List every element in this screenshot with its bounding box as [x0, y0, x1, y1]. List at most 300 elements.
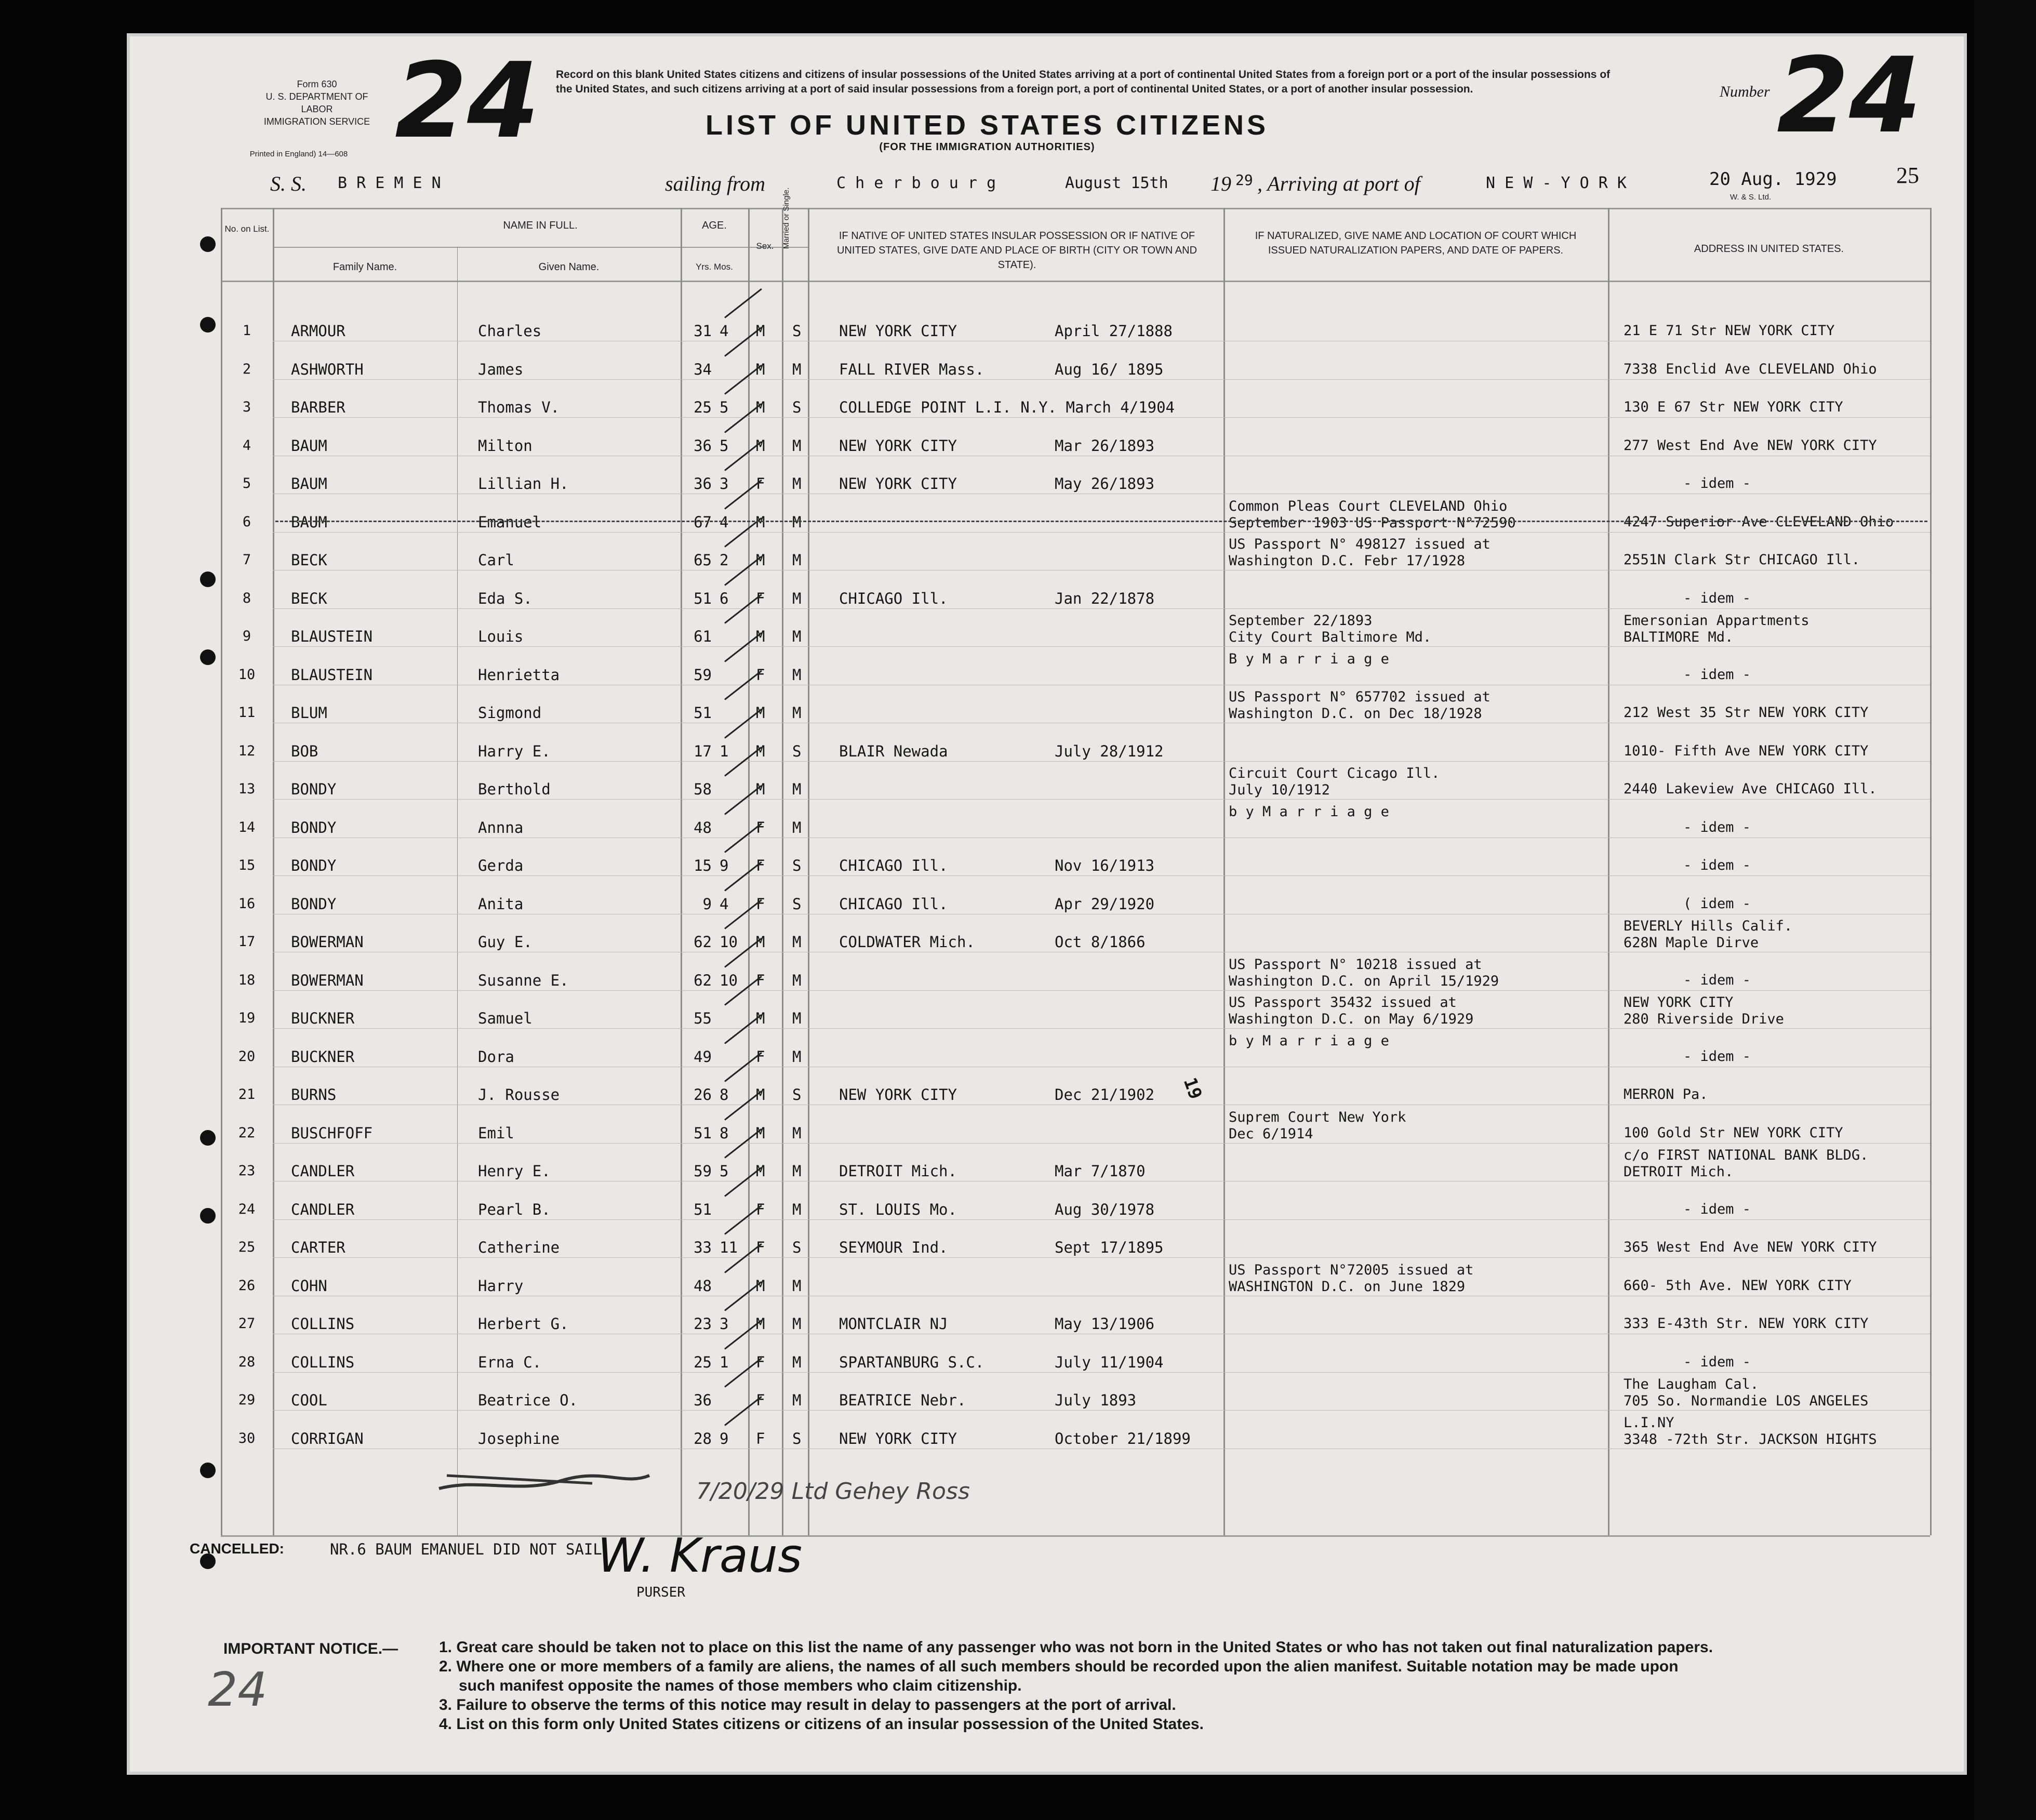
notice-item: 4. List on this form only United States citizens or citizens of an insular possession of the United States.	[439, 1716, 1204, 1733]
address-line: 280 Riverside Drive	[1624, 1011, 1784, 1027]
age-years: 9	[702, 895, 712, 913]
age-months: 5	[720, 398, 729, 416]
ship-name: B R E M E N	[338, 174, 441, 192]
row-number: 27	[238, 1316, 256, 1332]
address-line: The Laugham Cal.	[1624, 1376, 1759, 1392]
row-number: 6	[242, 513, 251, 530]
sex: F	[756, 666, 765, 684]
age-years: 17	[694, 742, 712, 760]
row-number: 25	[238, 1239, 256, 1255]
birth-date: Apr 29/1920	[1055, 895, 1155, 913]
row-number: 3	[242, 399, 251, 415]
marital-status: S	[792, 895, 802, 913]
marital-status: M	[792, 1200, 802, 1218]
row-number: 28	[238, 1353, 256, 1370]
service: IMMIGRATION SERVICE	[263, 116, 370, 127]
sex: M	[756, 322, 765, 340]
address-line: - idem -	[1683, 666, 1751, 683]
birth-place: BLAIR Newada	[839, 742, 948, 760]
birth-date: Dec 21/1902	[1055, 1086, 1155, 1104]
row-rule	[273, 379, 1930, 380]
given-name: Harry	[478, 1277, 524, 1295]
address-line: NEW YORK CITY	[1624, 994, 1734, 1011]
birth-place: COLLEDGE POINT L.I. N.Y. March 4/1904	[839, 398, 1175, 416]
marital-status: S	[792, 857, 802, 874]
age-months: 5	[720, 1162, 729, 1180]
birth-date: April 27/1888	[1055, 322, 1173, 340]
given-name: Emanuel	[478, 513, 542, 531]
address-line: 21 E 71 Str NEW YORK CITY	[1624, 323, 1835, 339]
given-name: Thomas V.	[478, 398, 560, 416]
birth-date: May 13/1906	[1055, 1315, 1155, 1333]
marital-status: M	[792, 1391, 802, 1409]
number-label: Number	[1720, 83, 1770, 100]
birth-date: Oct 8/1866	[1055, 933, 1146, 951]
family-name: CANDLER	[291, 1162, 355, 1180]
marital-status: M	[792, 933, 802, 951]
age-months: 5	[720, 436, 729, 455]
col-header-name: NAME IN FULL.	[503, 220, 578, 231]
age-months: 3	[720, 1315, 729, 1333]
row-number: 5	[242, 475, 251, 491]
naturalization-line: September 22/1893	[1229, 613, 1373, 629]
marital-status: M	[792, 1315, 802, 1333]
row-number: 13	[238, 781, 256, 797]
given-name: Milton	[478, 436, 533, 455]
birth-date: Aug 16/ 1895	[1055, 360, 1164, 378]
table-bottom-rule	[221, 1535, 1930, 1537]
sex: M	[756, 933, 765, 951]
port-from: C h e r b o u r g	[836, 174, 996, 192]
family-name: BUCKNER	[291, 1047, 355, 1066]
marital-status: M	[792, 513, 802, 531]
family-name: BONDY	[291, 818, 337, 836]
row-rule	[273, 1028, 1930, 1029]
age-years: 15	[694, 857, 712, 874]
naturalization-line: Circuit Court Cicago Ill.	[1229, 765, 1440, 781]
given-name: J. Rousse	[478, 1086, 560, 1104]
marital-status: M	[792, 475, 802, 493]
corner-number: 24	[208, 1663, 268, 1717]
address-line: 212 West 35 Str NEW YORK CITY	[1624, 705, 1869, 721]
naturalization-line: Dec 6/1914	[1229, 1125, 1313, 1142]
name-subheader-rule	[273, 247, 808, 248]
cancelled-note: NR.6 BAUM EMANUEL DID NOT SAIL	[330, 1540, 602, 1558]
age-years: 67	[694, 513, 712, 531]
given-name: Henry E.	[478, 1162, 551, 1180]
family-name: ARMOUR	[291, 322, 345, 340]
notice-item: 3. Failure to observe the terms of this notice may result in delay to passengers at the port of arrival.	[439, 1696, 1176, 1713]
birth-place: CHICAGO Ill.	[839, 589, 948, 607]
marital-status: M	[792, 360, 802, 378]
marital-status: M	[792, 1277, 802, 1295]
address-line: 277 West End Ave NEW YORK CITY	[1624, 437, 1877, 454]
notice-item: 1. Great care should be taken not to place on this list the name of any passenger who was not born in the United States or who has not taken out final naturalization papers.	[439, 1639, 1713, 1656]
address-line: L.I.NY	[1624, 1414, 1674, 1431]
given-name: Susanne E.	[478, 971, 569, 989]
col-rule	[1608, 208, 1609, 1535]
family-name: BLAUSTEIN	[291, 628, 373, 645]
birth-date: July 28/1912	[1055, 742, 1164, 760]
age-months: 1	[720, 1353, 729, 1371]
age-years: 34	[694, 360, 712, 378]
handwritten-annotation: 7/20/29 Ltd Gehey Ross	[696, 1478, 970, 1505]
col-rule	[1223, 208, 1225, 1535]
row-number: 9	[242, 628, 251, 644]
row-number: 19	[238, 1010, 256, 1026]
birth-place: SEYMOUR Ind.	[839, 1239, 948, 1256]
given-name: Annna	[478, 818, 524, 836]
age-months: 4	[720, 895, 729, 913]
address-line: 130 E 67 Str NEW YORK CITY	[1624, 399, 1843, 415]
marital-status: M	[792, 971, 802, 989]
col-header-sex: Sex.	[756, 241, 774, 251]
marital-status: S	[792, 1239, 802, 1256]
family-name: BECK	[291, 589, 327, 607]
sex: M	[756, 780, 765, 798]
family-name: BECK	[291, 551, 327, 569]
handwritten-number-left: 24	[395, 41, 540, 162]
age-years: 36	[694, 475, 712, 493]
family-name: COLLINS	[291, 1315, 355, 1333]
punch-hole	[200, 236, 216, 252]
col-rule	[221, 208, 222, 1535]
age-years: 26	[694, 1086, 712, 1104]
address-line: ( idem -	[1683, 895, 1751, 912]
notice-list	[439, 1638, 1940, 1734]
marital-status: M	[792, 780, 802, 798]
birth-place: FALL RIVER Mass.	[839, 360, 984, 378]
naturalization-line: September 1903 US Passport N°72590	[1229, 514, 1516, 531]
col-rule	[681, 208, 682, 1535]
col-header-married: Married or Single.	[782, 187, 791, 249]
age-months: 9	[720, 1429, 729, 1447]
age-years: 51	[694, 704, 712, 722]
form-instructions: Record on this blank United States citizens and citizens of insular possessions of the United States arriving at a port of continental United States from a foreign port or a port of the insular possessions of the United States, and such citizens arriving at a port of said insular possessions from a foreign port, a port of continental United States, or a port of another insular possession.	[556, 69, 1611, 95]
naturalization-line: WASHINGTON D.C. on June 1829	[1229, 1278, 1466, 1295]
naturalization-line: Washington D.C. Febr 17/1928	[1229, 553, 1466, 569]
age-years: 36	[694, 436, 712, 455]
age-months: 6	[720, 589, 729, 607]
age-years: 25	[694, 398, 712, 416]
col-rule	[273, 208, 274, 1535]
address-line: 4247 Superior Ave CLEVELAND Ohio	[1624, 513, 1894, 530]
row-number: 17	[238, 934, 256, 950]
family-name: BARBER	[291, 398, 345, 416]
row-rule	[273, 1372, 1930, 1373]
birth-place: MONTCLAIR NJ	[839, 1315, 948, 1333]
handwritten-number-right: 24	[1777, 35, 1922, 156]
family-name: BONDY	[291, 780, 337, 798]
age-months: 1	[720, 742, 729, 760]
age-years: 51	[694, 1200, 712, 1218]
sailing-date: August 15th	[1065, 174, 1168, 192]
birth-place: ST. LOUIS Mo.	[839, 1200, 957, 1218]
marital-status: S	[792, 322, 802, 340]
row-number: 15	[238, 857, 256, 873]
marital-status: M	[792, 1124, 802, 1142]
address-line: DETROIT Mich.	[1624, 1164, 1734, 1180]
col-rule	[782, 208, 783, 1535]
address-line: 1010- Fifth Ave NEW YORK CITY	[1624, 742, 1869, 759]
punch-hole	[200, 317, 216, 333]
table-header-rule	[221, 281, 1930, 282]
birth-date: Aug 30/1978	[1055, 1200, 1155, 1218]
row-number: 12	[238, 742, 256, 759]
age-months: 4	[720, 513, 729, 531]
notice-item: such manifest opposite the names of those members who claim citizenship.	[459, 1677, 1022, 1694]
address-line: 7338 Enclid Ave CLEVELAND Ohio	[1624, 361, 1877, 377]
scribble-mark	[436, 1465, 655, 1496]
sex: F	[756, 1239, 765, 1256]
birth-place: CHICAGO Ill.	[839, 857, 948, 874]
col-header-no: No. on List.	[224, 224, 270, 234]
age-years: 51	[694, 1124, 712, 1142]
family-name: BONDY	[291, 895, 337, 913]
col-header-birth: IF NATIVE OF UNITED STATES INSULAR POSSESSION OR IF NATIVE OF UNITED STATES, GIVE DATE AND PLACE OF BIRTH (CITY OR TOWN AND STATE).	[836, 230, 1197, 271]
given-name: Lillian H.	[478, 475, 569, 493]
birth-date: Sept 17/1895	[1055, 1239, 1164, 1256]
address-line: - idem -	[1683, 590, 1751, 606]
sex: M	[756, 1277, 765, 1295]
age-months: 4	[720, 322, 729, 340]
sailing-from-label: sailing from	[665, 172, 765, 195]
family-name: COOL	[291, 1391, 327, 1409]
birth-place: SPARTANBURG S.C.	[839, 1353, 984, 1371]
family-name: BUCKNER	[291, 1009, 355, 1027]
age-years: 48	[694, 1277, 712, 1295]
sex: M	[756, 1162, 765, 1180]
age-years: 62	[694, 933, 712, 951]
row-rule	[273, 1410, 1930, 1411]
row-number: 1	[242, 323, 251, 339]
family-name: CANDLER	[291, 1200, 355, 1218]
row-number: 29	[238, 1392, 256, 1408]
row-number: 20	[238, 1048, 256, 1065]
col-rule	[1930, 208, 1932, 1535]
age-months: 11	[720, 1239, 738, 1256]
row-number: 8	[242, 590, 251, 606]
marital-status: M	[792, 1009, 802, 1027]
cancelled-label: CANCELLED:	[190, 1540, 284, 1557]
row-number: 18	[238, 972, 256, 988]
row-rule	[273, 532, 1930, 533]
col-header-yrs-mos: Yrs. Mos.	[696, 262, 733, 272]
form-title: LIST OF UNITED STATES CITIZENS	[706, 110, 1269, 141]
address-line: 2551N Clark Str CHICAGO Ill.	[1624, 552, 1860, 568]
naturalization-line: US Passport N° 498127 issued at	[1229, 536, 1491, 552]
age-months: 9	[720, 857, 729, 874]
marital-status: S	[792, 1086, 802, 1104]
birth-place: BEATRICE Nebr.	[839, 1391, 966, 1409]
row-rule	[273, 990, 1930, 991]
given-name: Beatrice O.	[478, 1391, 578, 1409]
age-years: 49	[694, 1047, 712, 1066]
naturalization-line: Washington D.C. on April 15/1929	[1229, 973, 1499, 989]
birth-date: July 1893	[1055, 1391, 1137, 1409]
family-name: BUSCHFOFF	[291, 1124, 373, 1142]
birth-date: Mar 7/1870	[1055, 1162, 1146, 1180]
sex: F	[756, 818, 765, 836]
address-line: 365 West End Ave NEW YORK CITY	[1624, 1239, 1877, 1255]
family-name: BOB	[291, 742, 318, 760]
given-name: Carl	[478, 551, 514, 569]
row-rule	[273, 1143, 1930, 1144]
sex: M	[756, 360, 765, 378]
punch-hole	[200, 1130, 216, 1146]
age-years: 25	[694, 1353, 712, 1371]
address-line: Emersonian Appartments	[1624, 613, 1809, 629]
row-rule	[273, 761, 1930, 762]
sex: M	[756, 513, 765, 531]
age-years: 59	[694, 1162, 712, 1180]
family-name: BURNS	[291, 1086, 337, 1104]
sex: F	[756, 1429, 765, 1447]
sex: F	[756, 1200, 765, 1218]
row-number: 21	[238, 1086, 256, 1102]
age-years: 48	[694, 818, 712, 836]
ss-label: S. S.	[270, 172, 307, 195]
year: 29	[1235, 171, 1253, 189]
address-line: - idem -	[1683, 819, 1751, 835]
family-name: COHN	[291, 1277, 327, 1295]
naturalization-line: US Passport N°72005 issued at	[1229, 1261, 1474, 1278]
birth-date: July 11/1904	[1055, 1353, 1164, 1371]
sex: M	[756, 551, 765, 569]
notice-item: 2. Where one or more members of a family are aliens, the names of all such members should be recorded upon the alien manifest. Suitable notation may be made upon	[439, 1658, 1679, 1675]
form-subtitle: (FOR THE IMMIGRATION AUTHORITIES)	[879, 141, 1095, 153]
age-months: 8	[720, 1086, 729, 1104]
given-name: Dora	[478, 1047, 514, 1066]
address-line: 705 So. Normandie LOS ANGELES	[1624, 1393, 1869, 1409]
sex: F	[756, 895, 765, 913]
marital-status: M	[792, 436, 802, 455]
sex: F	[756, 857, 765, 874]
marital-status: S	[792, 398, 802, 416]
age-years: 61	[694, 628, 712, 645]
naturalization-line: Common Pleas Court CLEVELAND Ohio	[1229, 498, 1508, 514]
address-line: 2440 Lakeview Ave CHICAGO Ill.	[1624, 781, 1877, 797]
marital-status: M	[792, 666, 802, 684]
age-years: 59	[694, 666, 712, 684]
given-name: Sigmond	[478, 704, 542, 722]
address-line: 333 E-43th Str. NEW YORK CITY	[1624, 1316, 1869, 1332]
birth-place: NEW YORK CITY	[839, 322, 957, 340]
printer-mark: W. & S. Ltd.	[1730, 193, 1772, 202]
row-number: 11	[238, 705, 256, 721]
notice-label: IMPORTANT NOTICE.—	[223, 1640, 398, 1657]
row-number: 30	[238, 1430, 256, 1446]
table-top-rule	[221, 208, 1930, 209]
stamp-19: 19	[1179, 1074, 1206, 1102]
row-number: 4	[242, 437, 251, 454]
row-number: 2	[242, 361, 251, 377]
age-years: 51	[694, 589, 712, 607]
marital-status: M	[792, 1162, 802, 1180]
age-months: 3	[720, 475, 729, 493]
row-rule	[273, 875, 1930, 876]
birth-place: COLDWATER Mich.	[839, 933, 975, 951]
sex: M	[756, 628, 765, 645]
birth-place: NEW YORK CITY	[839, 1429, 957, 1447]
sex: M	[756, 1009, 765, 1027]
family-name: BOWERMAN	[291, 971, 364, 989]
family-name: BAUM	[291, 436, 327, 455]
naturalization-line: Washington D.C. on May 6/1929	[1229, 1011, 1474, 1027]
sex: F	[756, 475, 765, 493]
arriving-label: , Arriving at port of	[1257, 172, 1420, 195]
given-name: Charles	[478, 322, 542, 340]
age-months: 2	[720, 551, 729, 569]
row-number: 16	[238, 895, 256, 912]
row-number: 14	[238, 819, 256, 835]
naturalization-line: US Passport N° 657702 issued at	[1229, 689, 1491, 705]
sex: M	[756, 742, 765, 760]
age-months: 8	[720, 1124, 729, 1142]
birth-place: DETROIT Mich.	[839, 1162, 957, 1180]
age-years: 33	[694, 1239, 712, 1256]
row-rule	[273, 608, 1930, 609]
age-months: 10	[720, 971, 738, 989]
sex: M	[756, 704, 765, 722]
naturalization-line: B y M a r r i a g e	[1229, 650, 1389, 667]
row-number: 7	[242, 552, 251, 568]
col-header-naturalized: IF NATURALIZED, GIVE NAME AND LOCATION OF COURT WHICH ISSUED NATURALIZATION PAPERS, AND DATE OF PAPERS.	[1255, 230, 1577, 256]
col-header-address: ADDRESS IN UNITED STATES.	[1694, 243, 1844, 255]
col-header-family: Family Name.	[332, 261, 397, 273]
marital-status: S	[792, 742, 802, 760]
purser-label: PURSER	[636, 1585, 685, 1600]
port-to: N E W - Y O R K	[1486, 174, 1627, 192]
birth-date: Nov 16/1913	[1055, 857, 1155, 874]
given-name: Gerda	[478, 857, 524, 874]
family-name: BOWERMAN	[291, 933, 364, 951]
marital-status: M	[792, 1353, 802, 1371]
given-name: Emil	[478, 1124, 514, 1142]
marital-status: M	[792, 1047, 802, 1066]
given-name: Louis	[478, 628, 524, 645]
col-header-age: AGE.	[702, 220, 727, 231]
col-rule	[457, 247, 458, 1535]
punch-hole	[200, 1463, 216, 1478]
sex: F	[756, 1391, 765, 1409]
address-line: - idem -	[1683, 972, 1751, 988]
form-number: Form 630	[297, 79, 337, 89]
family-name: BLAUSTEIN	[291, 666, 373, 684]
age-years: 62	[694, 971, 712, 989]
sex: M	[756, 1124, 765, 1142]
age-years: 36	[694, 1391, 712, 1409]
naturalization-line: b y M a r r i a g e	[1229, 1032, 1389, 1049]
naturalization-line: July 10/1912	[1229, 782, 1330, 798]
age-years: 28	[694, 1429, 712, 1447]
family-name: BLUM	[291, 704, 327, 722]
naturalization-line: US Passport N° 10218 issued at	[1229, 956, 1482, 973]
address-line: - idem -	[1683, 857, 1751, 873]
row-number: 26	[238, 1277, 256, 1294]
row-number: 24	[238, 1201, 256, 1217]
family-name: BAUM	[291, 513, 327, 531]
given-name: Harry E.	[478, 742, 551, 760]
row-rule	[273, 646, 1930, 647]
purser-signature: W. Kraus	[597, 1529, 802, 1583]
age-years: 55	[694, 1009, 712, 1027]
birth-date: May 26/1893	[1055, 475, 1155, 493]
col-header-given: Given Name.	[538, 261, 600, 273]
year-prefix: 19	[1210, 172, 1231, 195]
row-rule	[273, 1219, 1930, 1220]
naturalization-line: Suprem Court New York	[1229, 1109, 1406, 1125]
